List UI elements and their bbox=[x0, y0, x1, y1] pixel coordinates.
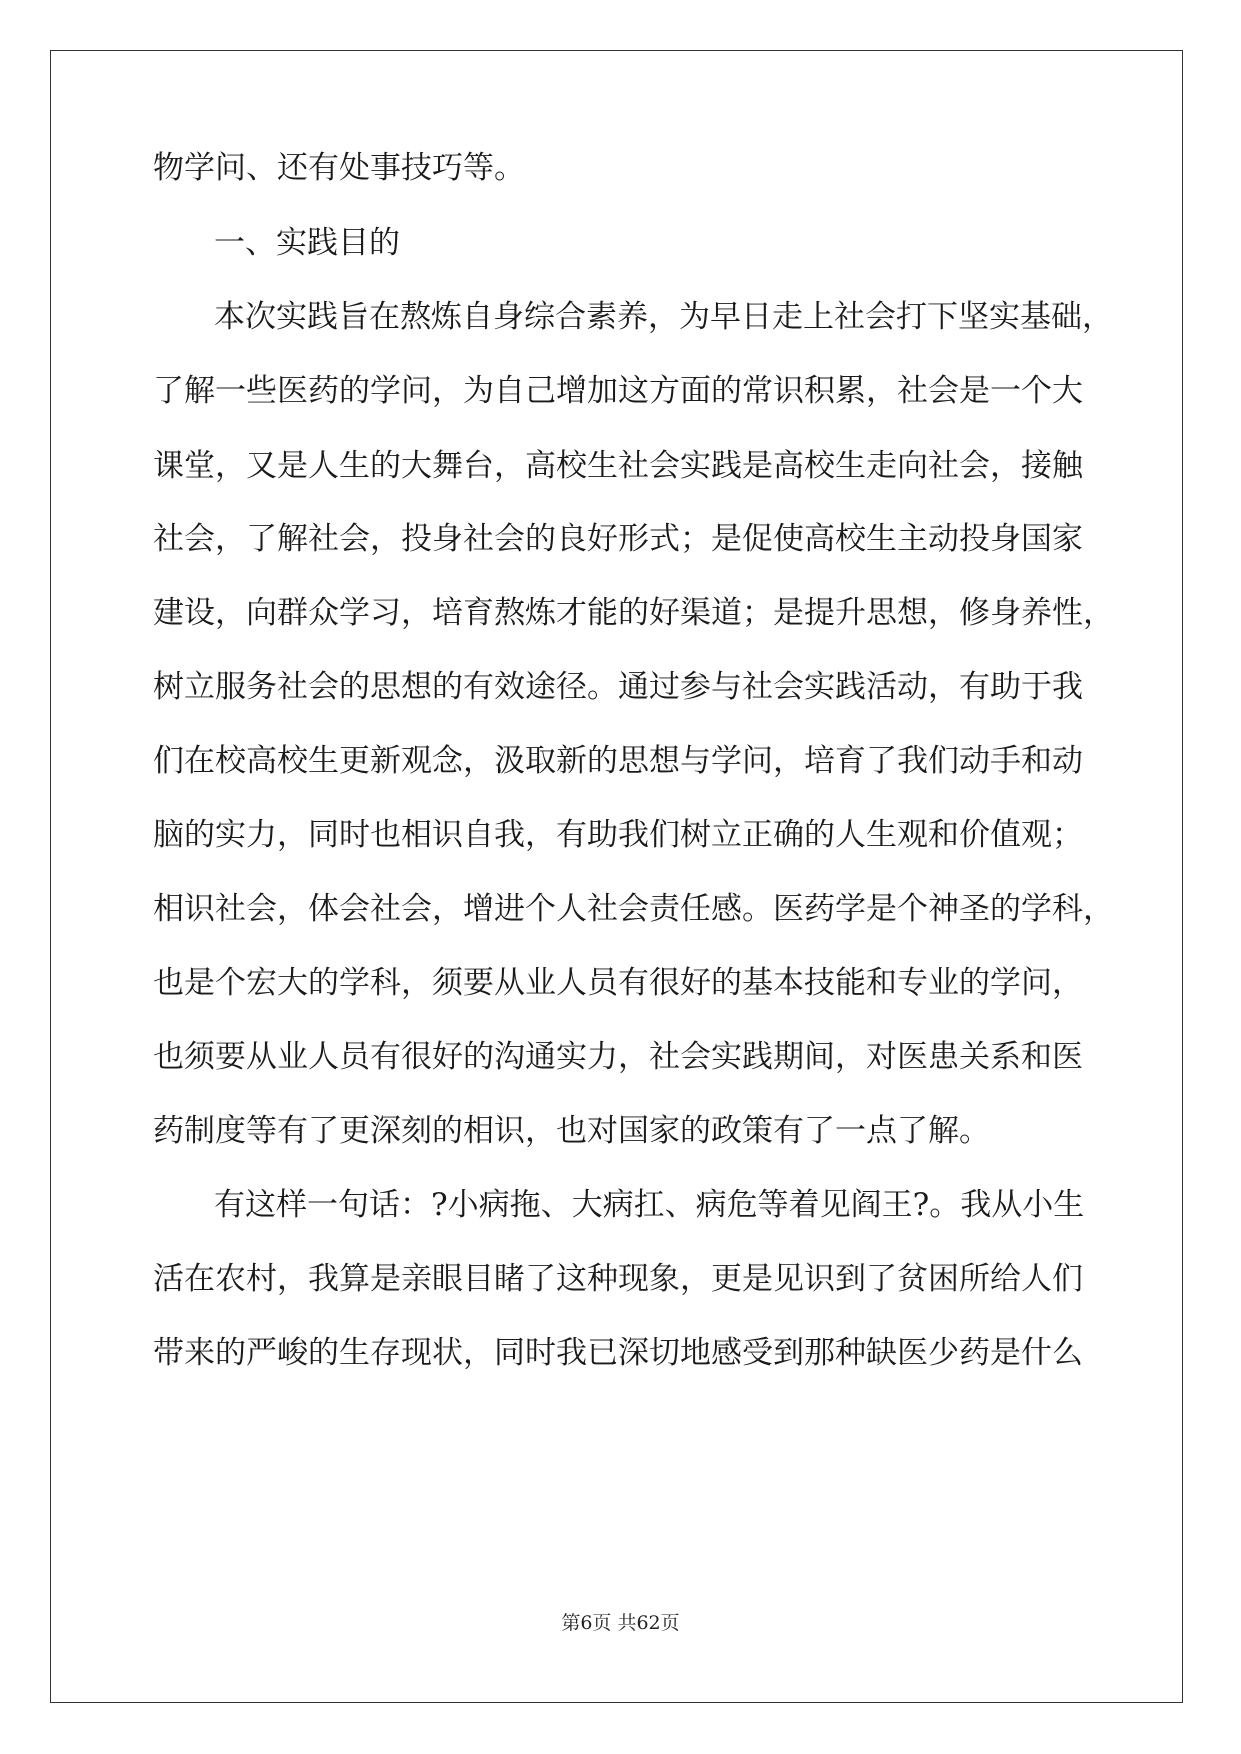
text-line: 活在农村，我算是亲眼目睹了这种现象，更是见识到了贫困所给人们 bbox=[153, 1261, 1083, 1297]
text-line: 脑的实力，同时也相识自我，有助我们树立正确的人生观和价值观； bbox=[153, 817, 1083, 853]
text-line: 社会，了解社会，投身社会的良好形式；是促使高校生主动投身国家 bbox=[153, 521, 1083, 557]
text-line: 带来的严峻的生存现状，同时我已深切地感受到那种缺医少药是什么 bbox=[153, 1335, 1083, 1371]
text-line: 药制度等有了更深刻的相识，也对国家的政策有了一点了解。 bbox=[153, 1113, 990, 1149]
text-line: 树立服务社会的思想的有效途径。通过参与社会实践活动，有助于我 bbox=[153, 669, 1083, 705]
text-line: 课堂，又是人生的大舞台，高校生社会实践是高校生走向社会，接触 bbox=[153, 448, 1083, 484]
text-line: 了解一些医药的学问，为自己增加这方面的常识积累，社会是一个大 bbox=[153, 373, 1083, 409]
text-line: 建设，向群众学习，培育熬炼才能的好渠道；是提升思想，修身养性， bbox=[153, 595, 1114, 631]
text-line: 也是个宏大的学科，须要从业人员有很好的基本技能和专业的学问， bbox=[153, 965, 1083, 1001]
text-line: 有这样一句话：?小病拖、大病扛、病危等着见阎王?。我从小生 bbox=[214, 1187, 1085, 1223]
text-line: 们在校高校生更新观念，汲取新的思想与学问，培育了我们动手和动 bbox=[153, 743, 1083, 779]
text-line: 也须要从业人员有很好的沟通实力，社会实践期间，对医患关系和医 bbox=[153, 1039, 1083, 1075]
text-line: 本次实践旨在熬炼自身综合素养，为早日走上社会打下坚实基础， bbox=[214, 299, 1113, 335]
text-line: 相识社会，体会社会，增进个人社会责任感。医药学是个神圣的学科， bbox=[153, 891, 1114, 927]
text-line: 物学问、还有处事技巧等。 bbox=[153, 150, 525, 186]
page-footer: 第6页 共62页 bbox=[561, 1612, 680, 1634]
section-heading: 一、实践目的 bbox=[214, 225, 400, 261]
